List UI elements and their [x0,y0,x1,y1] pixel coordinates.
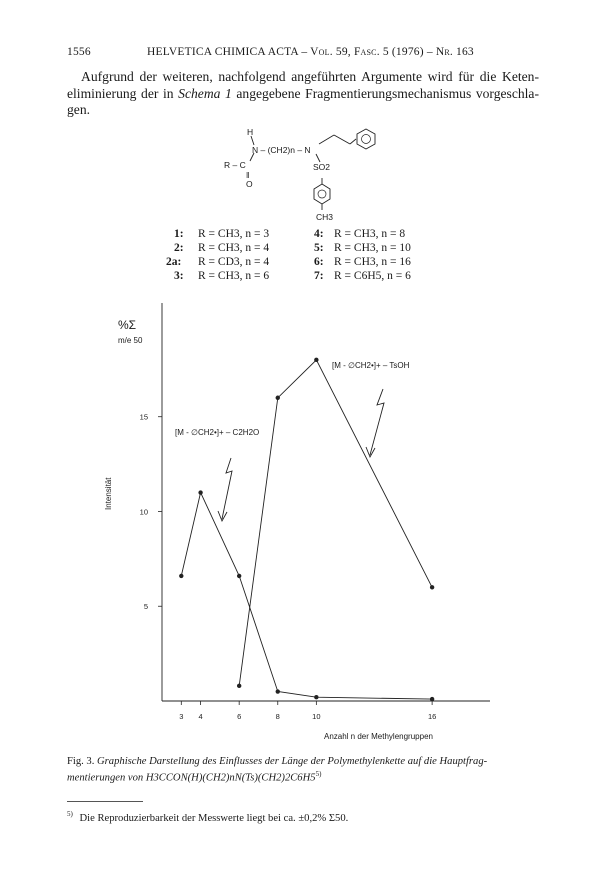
x-tick-label: 8 [275,712,280,721]
caption-text: Graphische Darstellung des Einflusses der Länge der Polymethylenkette auf die Hauptfrag-mentierungen von H3CCON(H)(CH2)nN(Ts)(CH2)2C6H5 [67,756,488,784]
x-tick-label: 6 [237,712,242,721]
double-bond: ‖ [246,170,250,180]
compound-num: 1: [174,228,184,240]
data-point [198,490,202,494]
data-point [237,684,241,688]
footnote-text: Die Reproduzierbarkeit der Messwerte liegt bei ca. ±0,2% Σ50. [79,812,349,824]
compound-desc: R = C6H5, n = 6 [334,270,411,282]
acyl-label: R – C [224,160,246,170]
so2-label: SO2 [313,162,331,172]
data-point [314,695,318,699]
series-line-0 [181,493,432,700]
schema-reference: Schema 1 [178,85,232,101]
footnote [67,810,539,824]
atom-o: O [246,179,253,189]
y-unit-sub-label: m/e 50 [118,336,143,345]
caption-footnote-ref: 5) [315,770,322,778]
structure-drawing [210,124,400,224]
paragraph-text-1: Aufgrund der weiteren, nachfolgend angeführten Argumente wird für die Keten-eliminierung der in [67,69,539,101]
compound-list [160,228,460,292]
figure-3-chart [0,295,600,755]
chemical-structure [210,124,400,224]
data-point [430,697,434,701]
data-point [276,689,280,693]
arrow-ketene [222,458,232,519]
data-point [276,396,280,400]
body-paragraph [67,69,539,119]
paragraph-text-2: angegebene Fragmentierungsmechanismus vorgeschla-gen. [67,85,539,117]
series-line-1 [239,360,432,686]
compound-desc: R = CH3, n = 10 [334,242,411,254]
compound-desc: R = CH3, n = 16 [334,256,411,268]
arrow-tsoh [370,389,384,455]
x-tick-label: 3 [179,712,184,721]
compound-num: 6: [314,256,324,268]
compound-desc: R = CD3, n = 4 [198,256,270,268]
y-tick-label: 5 [143,602,148,612]
compound-num: 5: [314,242,324,254]
compound-num: 4: [314,228,324,240]
compound-num: 2a: [166,256,182,268]
series-label-ketene: [M - ∅CH2•]+ – C2H2O [175,428,260,437]
y-tick-label: 10 [139,507,148,517]
chart-canvas [0,295,600,755]
chain-label: N – (CH2)n – N [252,145,311,155]
series-label-tsoh: [M - ∅CH2•]+ – TsOH [332,361,410,370]
caption-prefix: Fig. 3. [67,756,95,767]
x-tick-label: 16 [427,712,437,721]
data-point [237,574,241,578]
x-tick-label: 4 [198,712,203,721]
page-number: 1556 [67,46,91,58]
x-axis-label: Anzahl n der Methylengruppen [324,732,433,741]
footnote-marker: 5) [67,810,73,818]
compound-desc: R = CH3, n = 6 [198,270,270,282]
atom-h: H [247,127,254,137]
x-tick-label: 10 [312,712,321,721]
data-point [314,358,318,362]
running-title: HELVETICA CHIMICA ACTA – Vol. 59, Fasc. 5 (1976) – Nr. 163 [147,46,474,58]
compound-num: 2: [174,242,184,254]
y-unit-label: %Σ [118,318,137,332]
figure-caption [67,755,539,785]
compound-desc: R = CH3, n = 8 [334,228,406,240]
footnote-rule [67,801,143,802]
compound-desc: R = CH3, n = 4 [198,242,270,254]
compound-num: 3: [174,270,184,282]
y-tick-label: 15 [139,412,148,422]
data-point [430,585,434,589]
compound-num: 7: [314,270,324,282]
y-axis-label: Intensität [104,477,113,510]
data-point [179,574,183,578]
compound-desc: R = CH3, n = 3 [198,228,270,240]
ch3-label: CH3 [316,212,334,222]
